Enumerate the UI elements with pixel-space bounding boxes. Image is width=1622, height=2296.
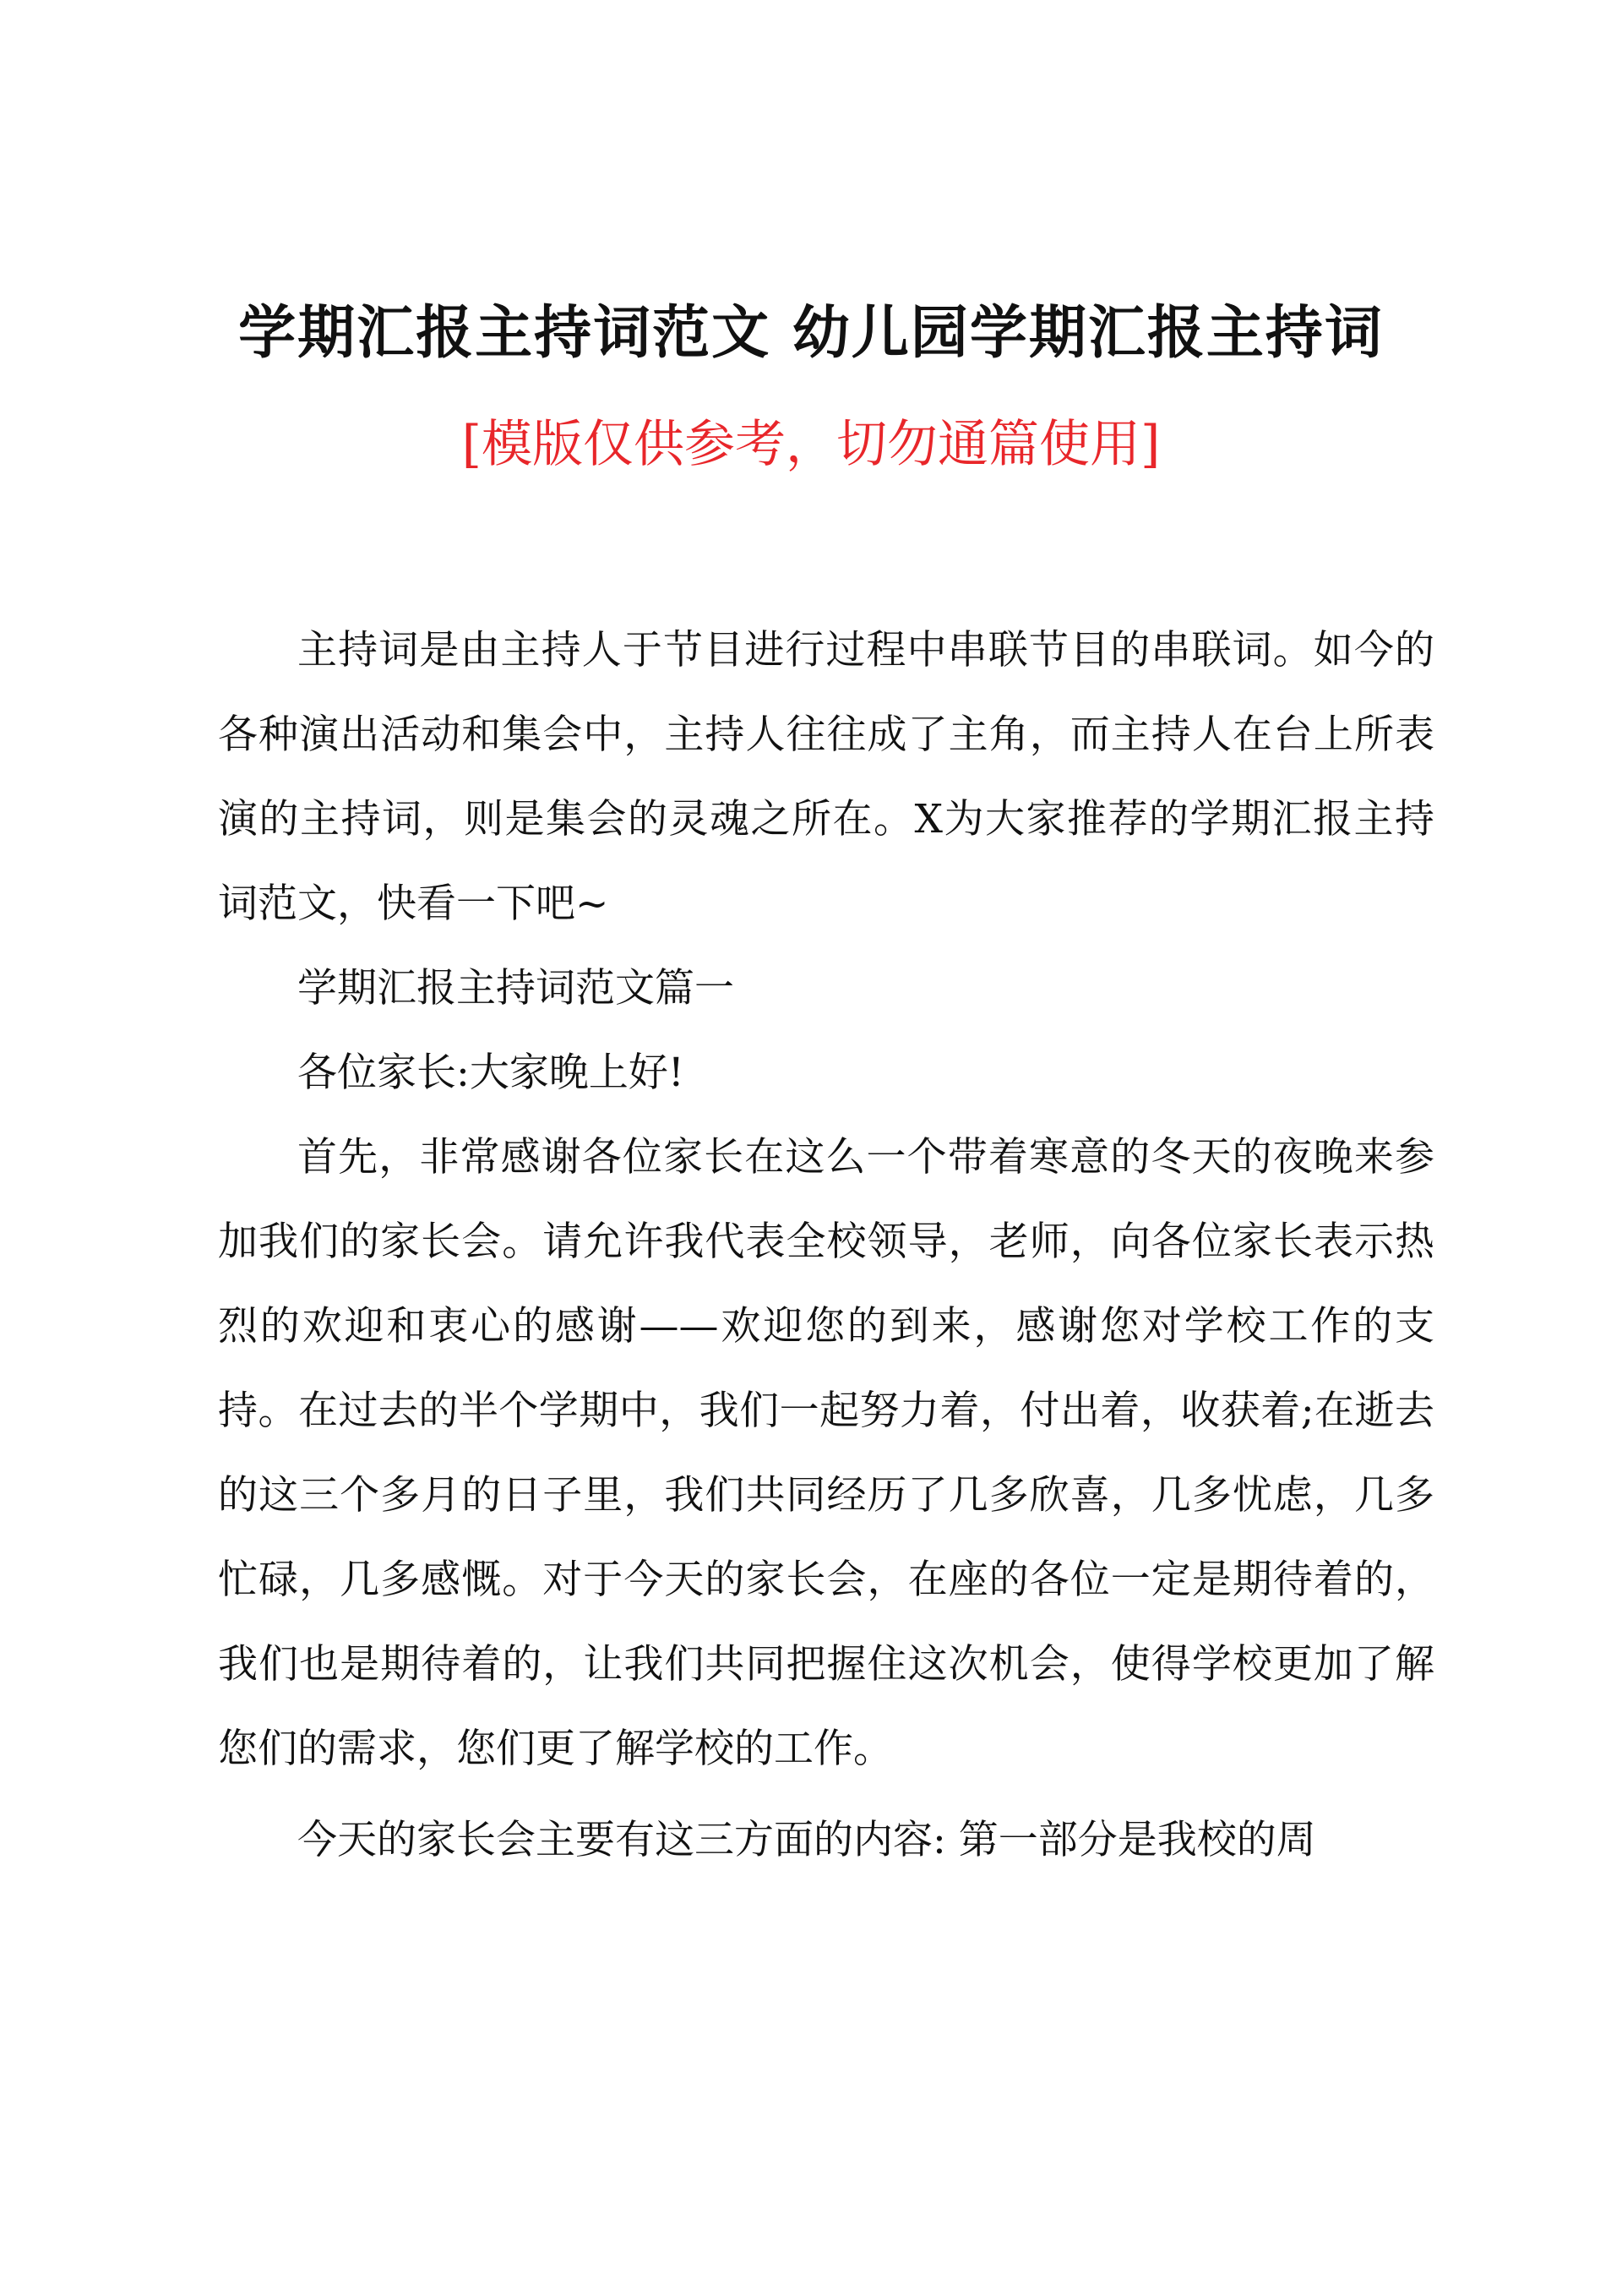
agenda-paragraph: 今天的家长会主要有这三方面的内容: 第一部分是我校的周 <box>297 1817 1316 1863</box>
document-title: 学期汇报主持词范文 幼儿园学期汇报主持词 <box>238 299 1384 367</box>
intro-paragraph: 主持词是由主持人于节目进行过程中串联节目的串联词。如今的各种演出活动和集会中，主持人往往成了主角，而主持人在台上所表演的主持词，则是集会的灵魂之所在。X为大家推荐的学期汇报主持词范文，快看一下吧~ <box>218 627 1434 927</box>
opening-paragraph: 首先，非常感谢各位家长在这么一个带着寒意的冬天的夜晚来参加我们的家长会。请允许我代表全校领导，老师，向各位家长表示热烈的欢迎和衷心的感谢——欢迎您的到来，感谢您对学校工作的支持。在过去的半个学期中，我们一起努力着，付出着，收获着;在逝去的这三个多月的日子里，我们共同经历了几多欣喜，几多忧虑，几多忙碌，几多感慨。对于今天的家长会，在座的各位一定是期待着的，我们也是期待着的，让我们共同把握住这次机会，使得学校更加了解您们的需求，您们更了解学校的工作。 <box>218 1134 1434 1772</box>
document-body <box>218 608 1434 1883</box>
section-heading: 学期汇报主持词范文篇一 <box>297 965 734 1012</box>
template-notice: [模版仅供参考，切勿通篇使用] <box>461 415 1161 474</box>
greeting-paragraph: 各位家长:大家晚上好! <box>297 1050 684 1096</box>
